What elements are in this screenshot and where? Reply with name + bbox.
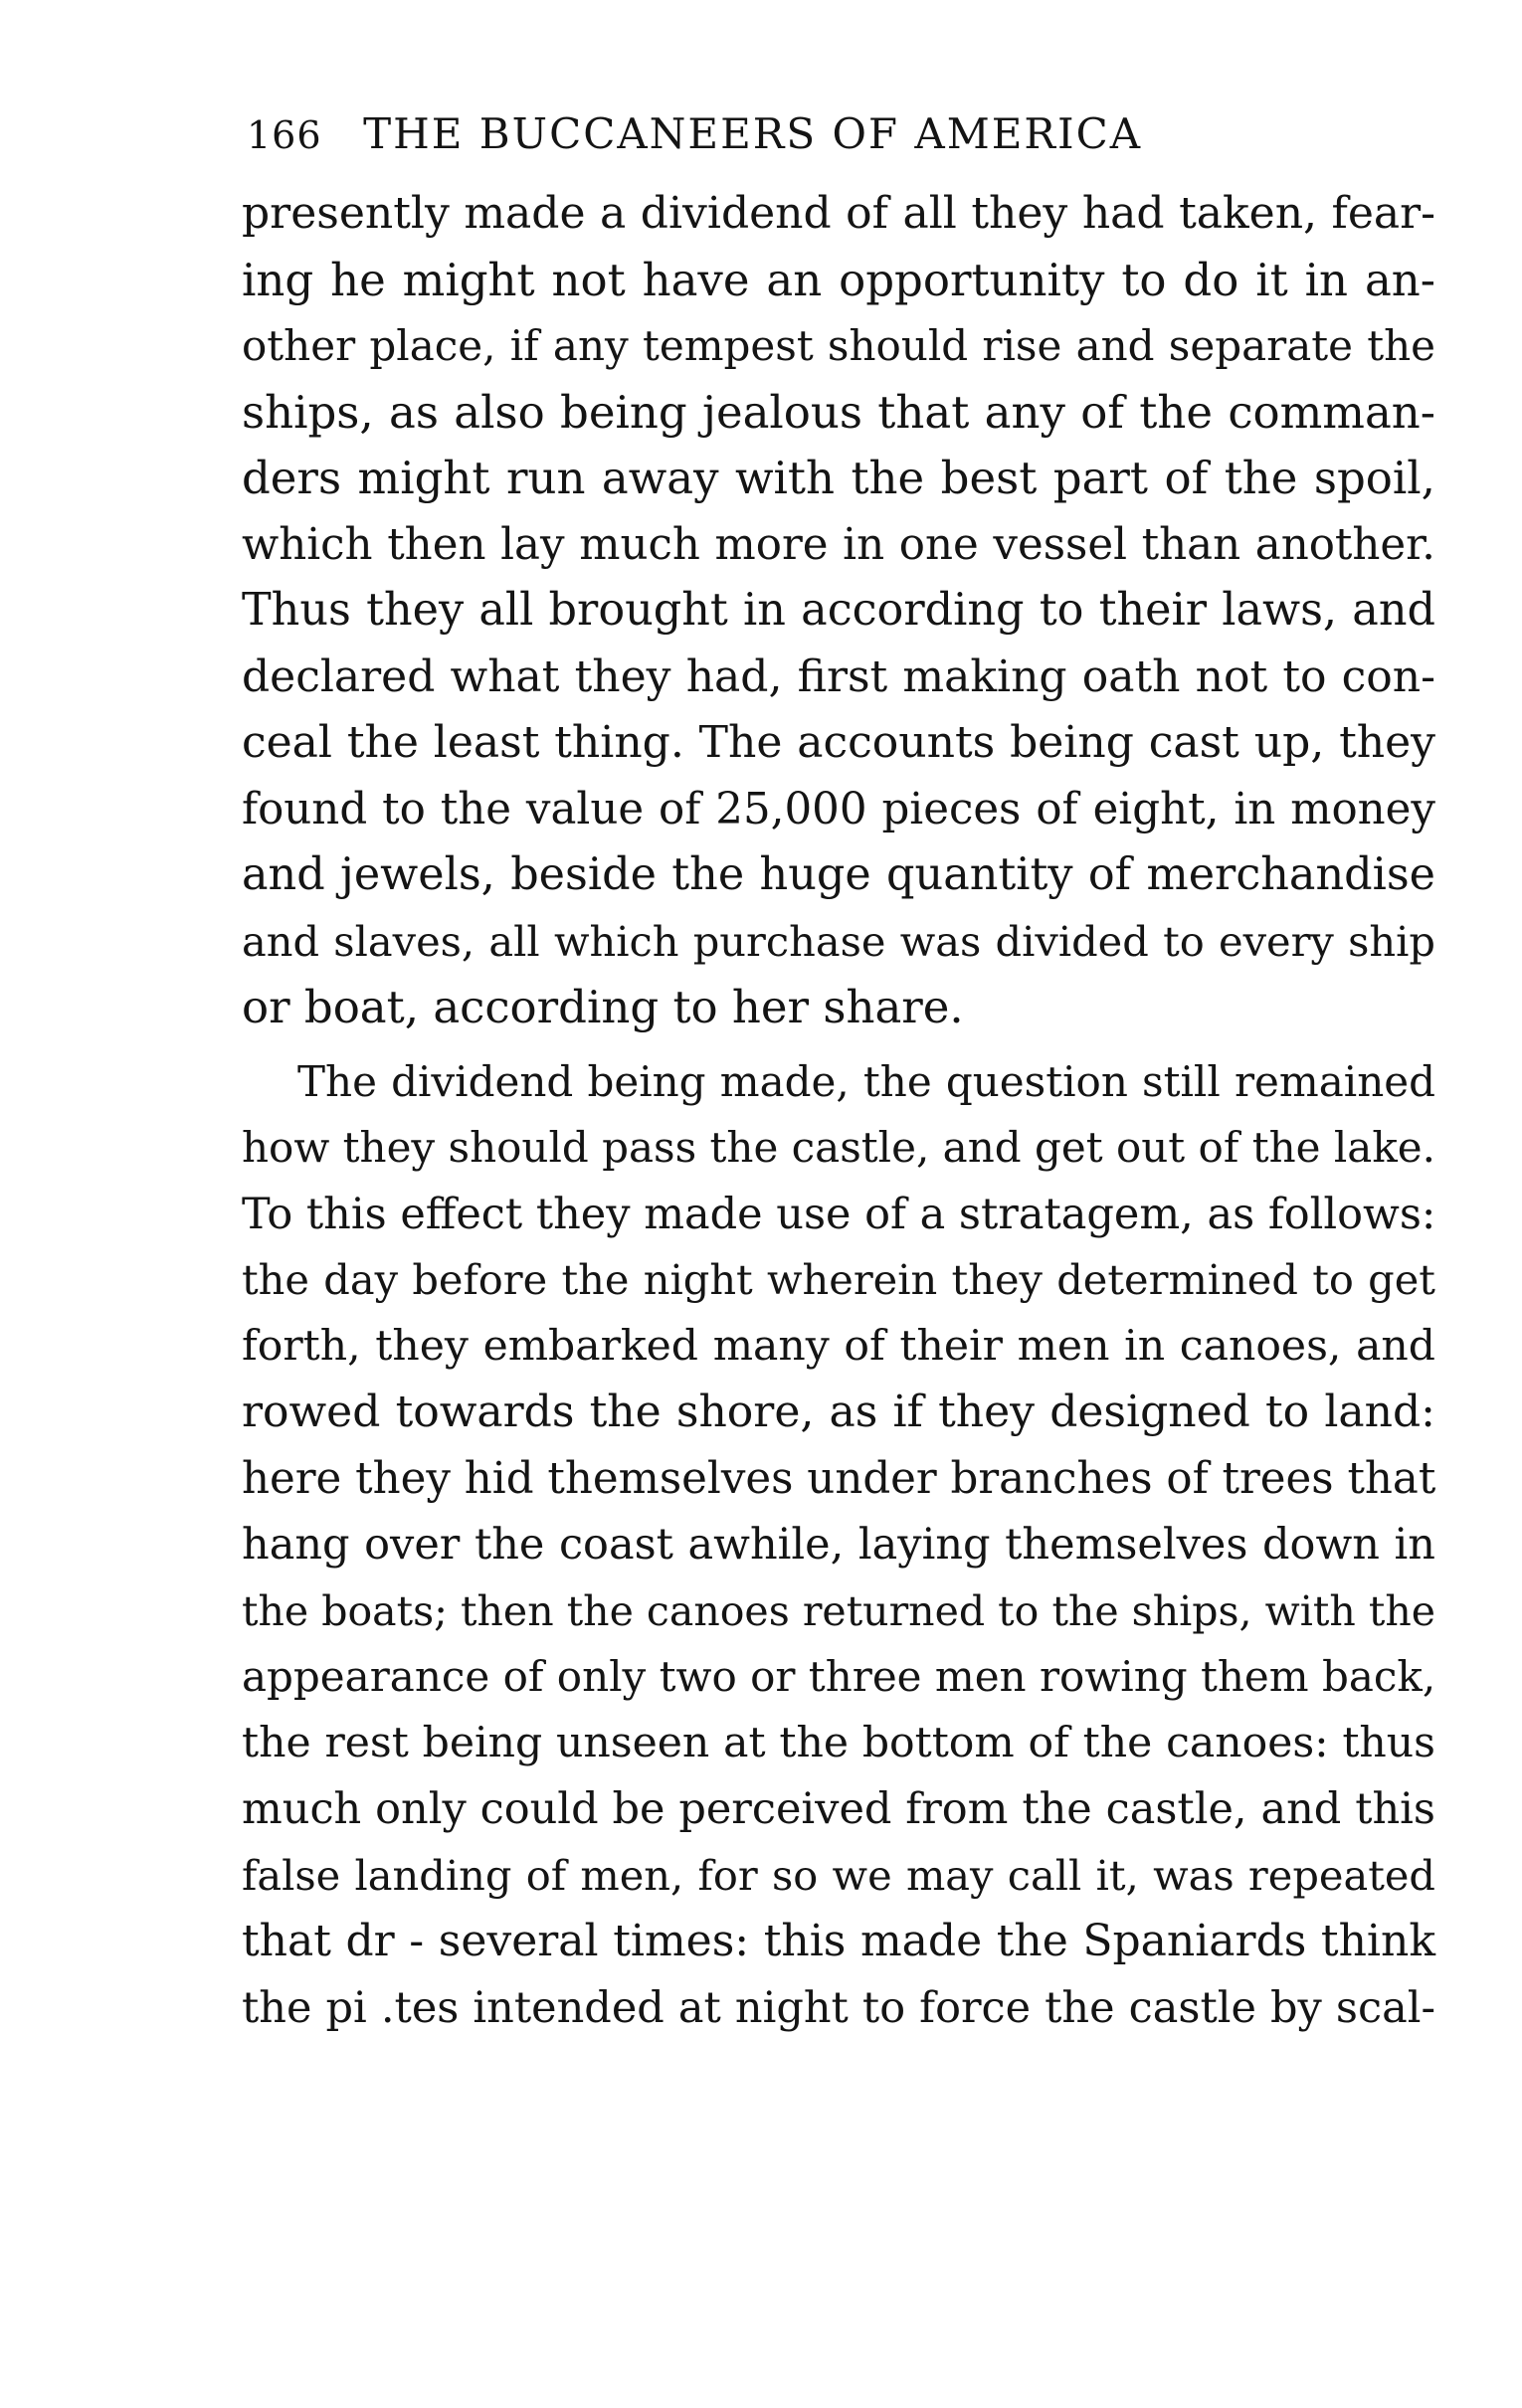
text-line: the rest being unseen at the bottom of the canoes: thus bbox=[242, 1718, 1435, 1767]
text-line: and jewels, beside the huge quantity of merchandise bbox=[242, 849, 1435, 900]
page-number: 166 bbox=[247, 113, 322, 157]
text-line: ing he might not have an opportunity to do it in an- bbox=[242, 253, 1435, 306]
text-line: found to the value of 25,000 pieces of eight, in money bbox=[242, 784, 1435, 834]
text-line: ders might run away with the best part of the spoil, bbox=[242, 452, 1435, 504]
text-line: ceal the least thing. The accounts being cast up, they bbox=[242, 717, 1435, 768]
paragraph-gap bbox=[242, 1041, 1435, 1049]
text-line: appearance of only two or three men rowing them back, bbox=[242, 1652, 1436, 1701]
text-line: that dr - several times: this made the Spaniards think bbox=[242, 1916, 1435, 1966]
running-title: THE BUCCANEERS OF AMERICA bbox=[363, 109, 1143, 158]
paragraph-1 bbox=[242, 181, 1435, 1041]
text-line: false landing of men, for so we may call it, was repeated bbox=[242, 1850, 1435, 1900]
text-line: or boat, according to her share. bbox=[242, 981, 964, 1033]
running-head bbox=[247, 97, 1341, 167]
text-line: hang over the coast awhile, laying themselves down in bbox=[242, 1520, 1435, 1570]
text-line: and slaves, all which purchase was divided to every ship bbox=[242, 916, 1435, 966]
text-line: declared what they had, first making oath not to con- bbox=[242, 650, 1435, 702]
text-line: which then lay much more in one vessel than another. bbox=[242, 519, 1435, 570]
text-line: presently made a dividend of all they had taken, fear- bbox=[242, 188, 1435, 239]
text-line: the pi .tes intended at night to force the castle by scal- bbox=[242, 1982, 1435, 2033]
body-text bbox=[242, 181, 1435, 2041]
paragraph-2 bbox=[242, 1049, 1435, 2042]
text-line: the day before the night wherein they determined to get bbox=[242, 1255, 1435, 1304]
text-line: Thus they all brought in according to their laws, and bbox=[242, 585, 1435, 636]
text-line: much only could be perceived from the castle, and this bbox=[242, 1784, 1435, 1834]
text-line: To this effect they made use of a stratagem, as follows: bbox=[242, 1189, 1436, 1239]
text-line: The dividend being made, the question still remained bbox=[297, 1056, 1435, 1106]
text-line: the boats; then the canoes returned to the ships, with the bbox=[242, 1586, 1435, 1635]
text-line: other place, if any tempest should rise and separate the bbox=[242, 321, 1435, 370]
text-line: rowed towards the shore, as if they designed to land: bbox=[242, 1387, 1435, 1437]
text-line: forth, they embarked many of their men in canoes, and bbox=[242, 1321, 1435, 1371]
text-line: here they hid themselves under branches of trees that bbox=[242, 1453, 1436, 1504]
text-line: ships, as also being jealous that any of the comman- bbox=[242, 385, 1435, 439]
text-line: how they should pass the castle, and get out of the lake. bbox=[242, 1123, 1435, 1172]
